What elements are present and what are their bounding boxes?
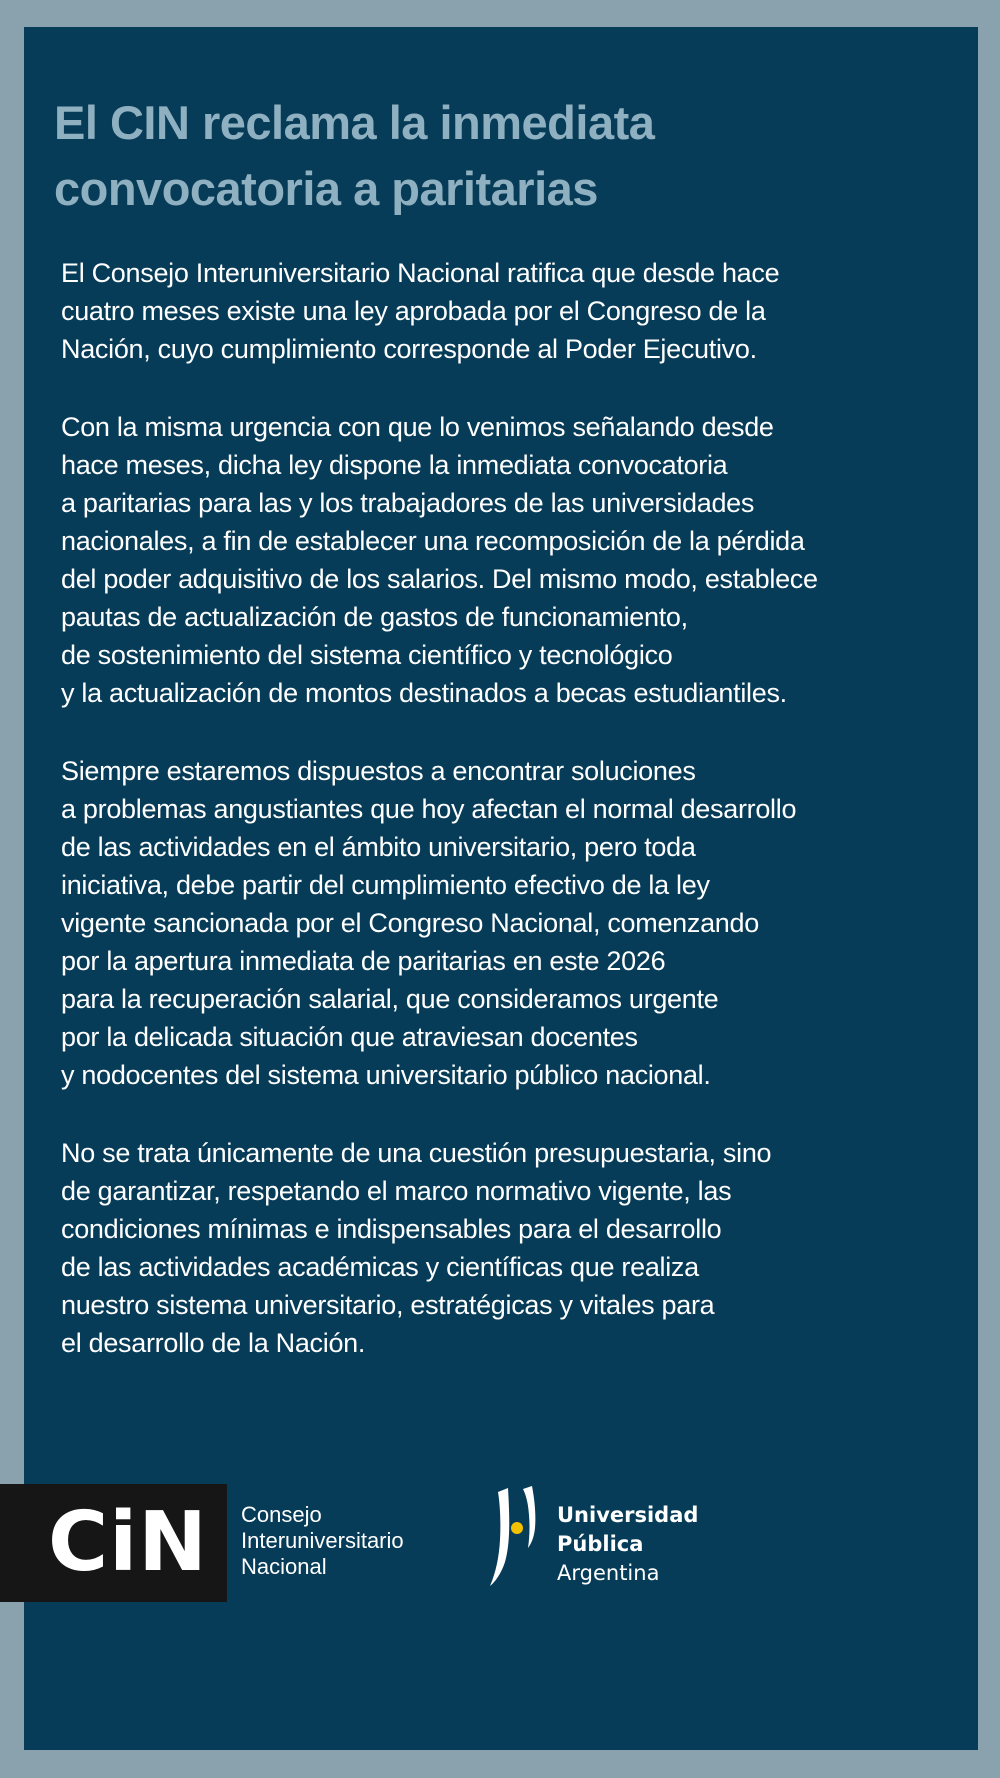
paragraph-1: El Consejo Interuniversitario Nacional ratifica que desde hace cuatro meses existe una ley aprobada por el Congreso de la Nación, cuyo cumplimiento corresponde al Poder Ejecutivo.: [61, 258, 780, 364]
upa-name-line-1: Universidad: [557, 1503, 699, 1527]
cin-full-name: [241, 1502, 441, 1580]
page-title: [54, 90, 914, 222]
title-line-1: El CIN reclama la inmediata: [54, 96, 655, 149]
paragraph-3: Siempre estaremos dispuestos a encontrar soluciones a problemas angustiantes que hoy afectan el normal desarrollo de las actividades en el ámbito universitario, pero toda iniciativa, debe partir del cumplimiento efectivo de la ley vigente sancionada por el Congreso Nacional, comenzando por la apertura inmediata de paritarias en este 2026 para la recuperación salarial, que consideramos urgente por la delicada situación que atraviesan docentes y nodocentes del sistema universitario público nacional.: [61, 756, 797, 1090]
paragraph-2: Con la misma urgencia con que lo venimos señalando desde hace meses, dicha ley dispone la inmediata convocatoria a paritarias para las y los trabajadores de las universidades nacionales, a fin de establecer una recomposición de la pérdida del poder adquisitivo de los salarios. Del mismo modo, establece pautas de actualización de gastos de funcionamiento, de sostenimiento del sistema científico y tecnológico y la actualización de montos destinados a becas estudiantiles.: [61, 412, 818, 708]
universidad-publica-name: [557, 1501, 757, 1588]
cin-logo-wordmark: CiN: [48, 1495, 208, 1590]
universidad-publica-icon: [486, 1482, 544, 1592]
paragraph-4: No se trata únicamente de una cuestión presupuestaria, sino de garantizar, respetando el marco normativo vigente, las condiciones mínimas e indispensables para el desarrollo de las actividades académicas y científicas que realiza nuestro sistema universitario, estratégicas y vitales para el desarrollo de la Nación.: [61, 1138, 772, 1358]
statement-body: [61, 254, 921, 1402]
cin-name-line-2: Interuniversitario: [241, 1528, 404, 1553]
upa-name-line-2: Pública: [557, 1532, 644, 1556]
upa-name-line-3: Argentina: [557, 1561, 660, 1585]
cin-name-line-1: Consejo: [241, 1502, 322, 1527]
cin-name-line-3: Nacional: [241, 1554, 327, 1579]
title-line-2: convocatoria a paritarias: [54, 162, 598, 215]
cin-logo: [0, 1484, 227, 1602]
